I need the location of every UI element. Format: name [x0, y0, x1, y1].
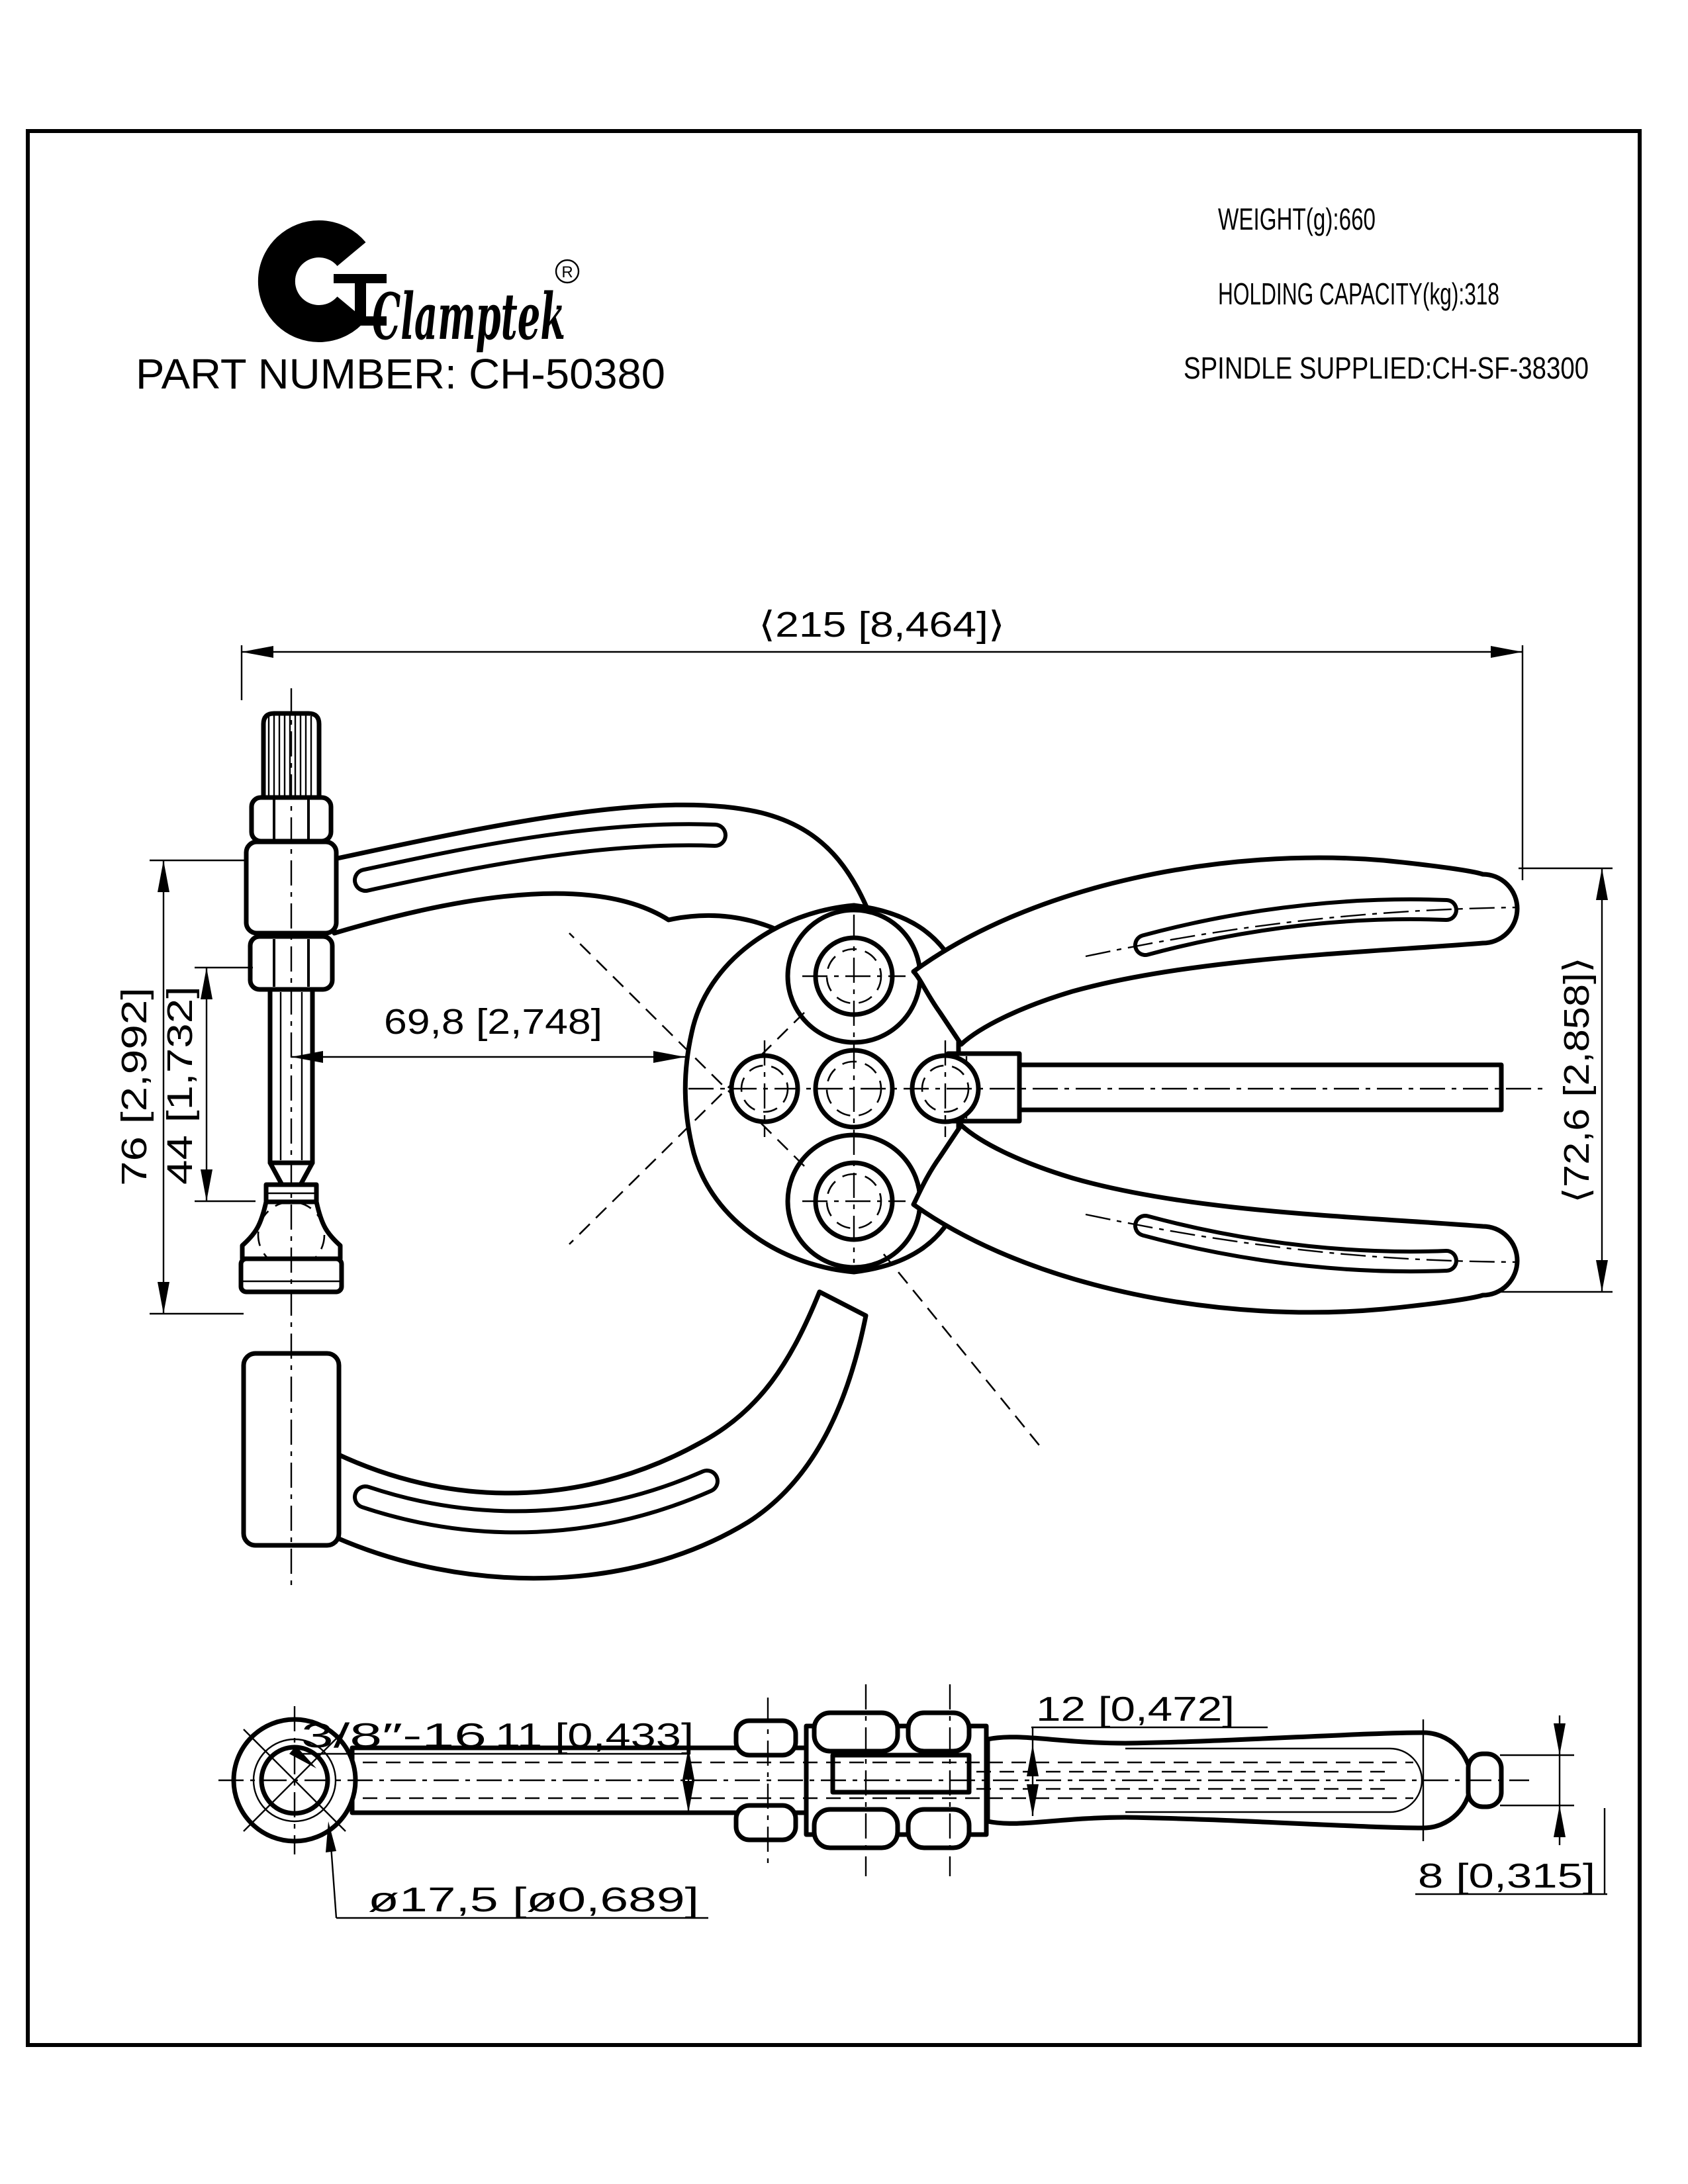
- part-number: PART NUMBER: CH-50380: [136, 350, 665, 398]
- svg-text:12 [0,472]: 12 [0,472]: [1036, 1690, 1235, 1729]
- spec-holding-capacity: HOLDING CAPACITY(kg):318: [1218, 277, 1499, 311]
- plunger-rod: [1019, 1065, 1501, 1110]
- svg-text:76 [2,992]: 76 [2,992]: [115, 1026, 154, 1186]
- svg-text:8 [0,315]: 8 [0,315]: [1418, 1857, 1595, 1895]
- svg-text:⟨72,6 [2,858]⟩: ⟨72,6 [2,858]⟩: [1557, 986, 1597, 1203]
- rivet-head-top-1: [736, 1721, 796, 1755]
- brand-name: Clamptek: [372, 279, 565, 354]
- spec-spindle-supplied: SPINDLE SUPPLIED:CH-SF-38300: [1184, 351, 1589, 385]
- svg-text:3/8″-16: 3/8″-16: [301, 1717, 487, 1755]
- rivet-head-bottom-1: [736, 1805, 796, 1840]
- svg-text:44 [1,732]: 44 [1,732]: [160, 1025, 200, 1185]
- svg-text:⟨215 [8,464]⟩: ⟨215 [8,464]⟩: [759, 605, 1005, 645]
- joint-tongue: [833, 1755, 969, 1792]
- spec-weight: WEIGHT(g):660: [1218, 202, 1376, 236]
- svg-text:11 [0,433]: 11 [0,433]: [495, 1717, 694, 1755]
- rivet-head-bottom-3: [908, 1809, 969, 1848]
- rivet-head-top-3: [908, 1713, 969, 1751]
- svg-text:ø17,5 [ø0,689]: ø17,5 [ø0,689]: [368, 1881, 699, 1919]
- rivet-head-top-2: [814, 1713, 898, 1751]
- svg-text:69,8 [2,748]: 69,8 [2,748]: [384, 1002, 602, 1042]
- rivet-head-bottom-2: [814, 1809, 898, 1848]
- svg-text:R: R: [561, 263, 573, 281]
